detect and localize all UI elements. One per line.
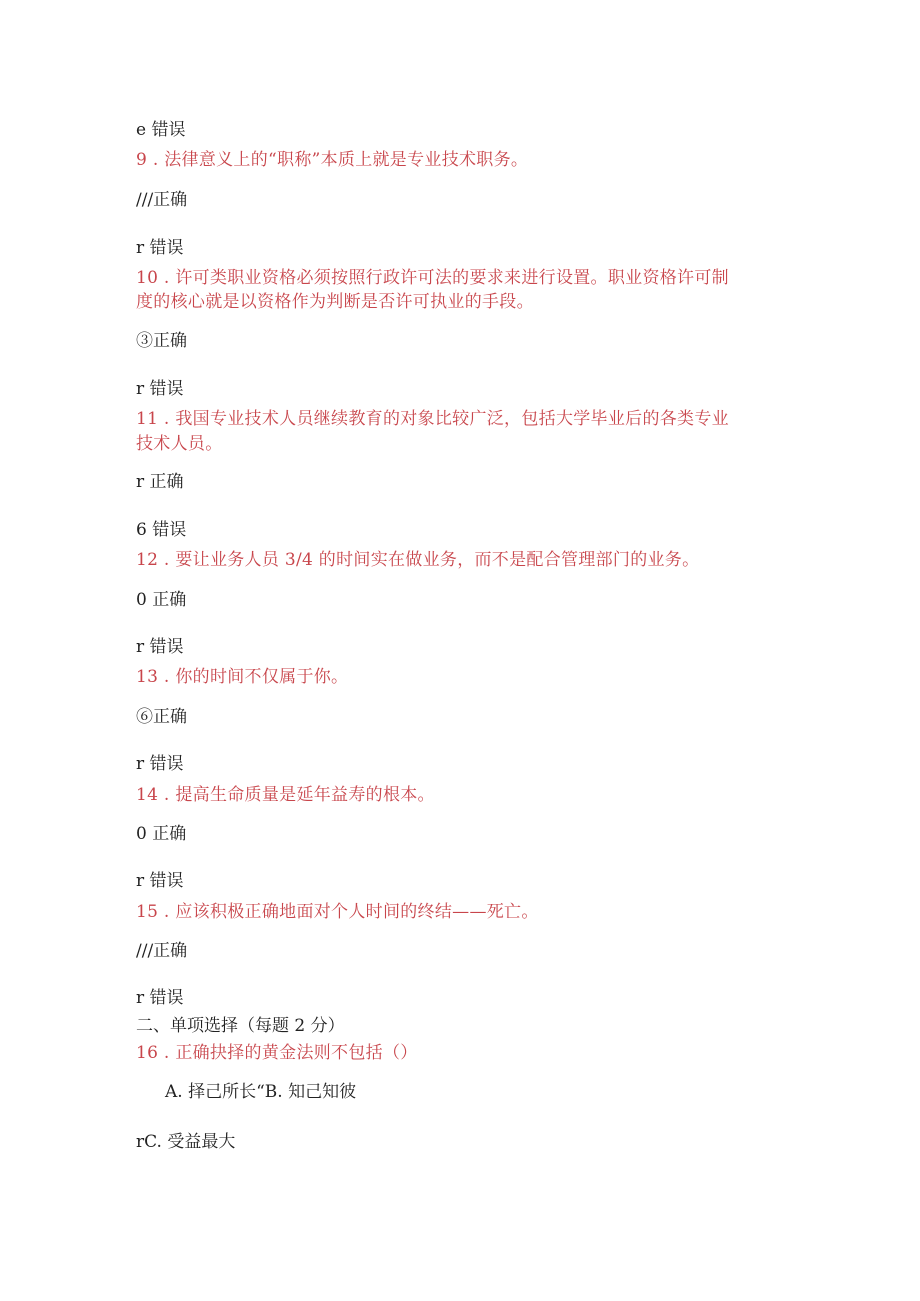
option-wrong[interactable]: r 错误 bbox=[136, 637, 184, 657]
option-wrong[interactable]: r 错误 bbox=[136, 238, 184, 258]
option-correct[interactable]: 0 正确 bbox=[136, 590, 187, 610]
option-wrong[interactable]: r 错误 bbox=[136, 871, 184, 891]
section-heading: 二、单项选择（每题 2 分） bbox=[136, 1016, 345, 1036]
question-14: 14 . 提高生命质量是延年益寿的根本。 bbox=[136, 785, 435, 805]
question-16: 16 . 正确抉择的黄金法则不包括（） bbox=[136, 1043, 418, 1063]
question-11-cont: 技术人员。 bbox=[136, 434, 223, 454]
option-wrong[interactable]: r 错误 bbox=[136, 754, 184, 774]
option-wrong[interactable]: r 错误 bbox=[136, 379, 184, 399]
option-wrong[interactable]: 6 错误 bbox=[136, 520, 187, 540]
option-wrong[interactable]: r 错误 bbox=[136, 988, 184, 1008]
question-15: 15 . 应该积极正确地面对个人时间的终结——死亡。 bbox=[136, 902, 539, 922]
option-correct[interactable]: ⑥正确 bbox=[136, 707, 187, 727]
question-12: 12 . 要让业务人员 3/4 的时间实在做业务，而不是配合管理部门的业务。 bbox=[136, 550, 700, 570]
option-c[interactable]: rC. 受益最大 bbox=[136, 1132, 236, 1152]
option-wrong[interactable]: e 错误 bbox=[136, 120, 186, 140]
option-correct[interactable]: ③正确 bbox=[136, 331, 187, 351]
option-correct[interactable]: 0 正确 bbox=[136, 824, 187, 844]
option-correct[interactable]: ∕∕∕正确 bbox=[136, 941, 188, 961]
option-correct[interactable]: ∕∕∕正确 bbox=[136, 190, 188, 210]
options-a-b[interactable]: A. 择己所长“B. 知己知彼 bbox=[165, 1082, 357, 1102]
question-13: 13 . 你的时间不仅属于你。 bbox=[136, 667, 349, 687]
option-correct[interactable]: r 正确 bbox=[136, 472, 184, 492]
question-10: 10 . 许可类职业资格必须按照行政许可法的要求来进行设置。职业资格许可制 bbox=[136, 268, 729, 288]
question-9: 9 . 法律意义上的“职称”本质上就是专业技术职务。 bbox=[136, 150, 529, 170]
question-11: 11 . 我国专业技术人员继续教育的对象比较广泛，包括大学毕业后的各类专业 bbox=[136, 409, 729, 429]
question-10-cont: 度的核心就是以资格作为判断是否许可执业的手段。 bbox=[136, 292, 534, 312]
